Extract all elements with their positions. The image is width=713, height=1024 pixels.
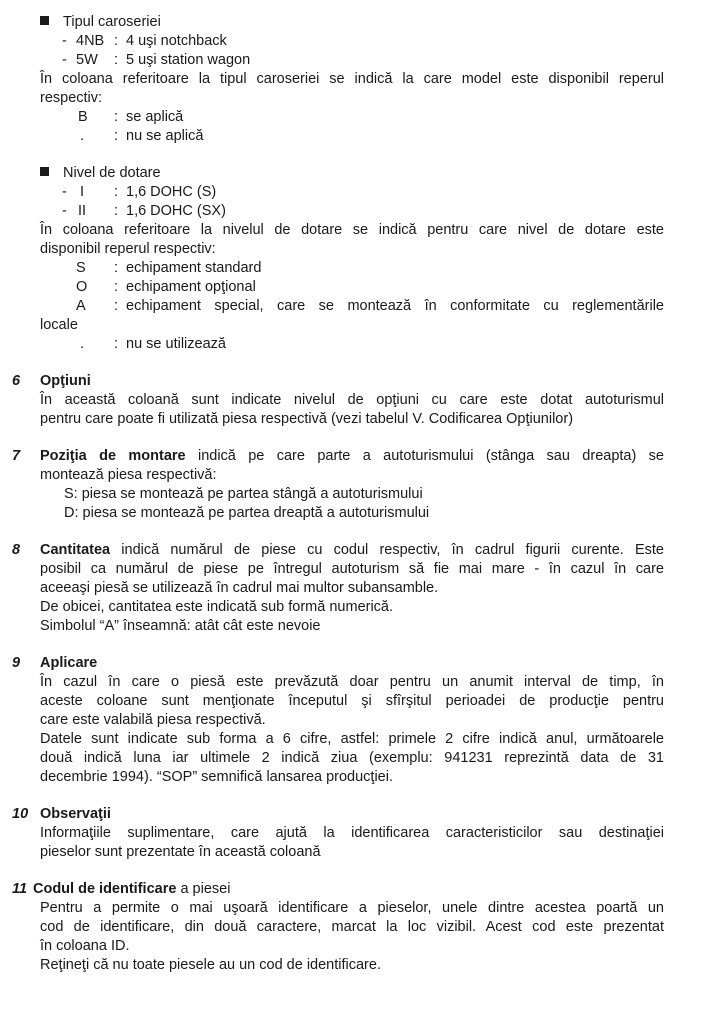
list-text: 1,6 DOHC (S) <box>126 184 217 200</box>
section-title: Opţiuni <box>40 373 91 389</box>
list-text: 5 uşi station wagon <box>126 52 251 68</box>
paragraph-line: În cazul în care o piesă este prevăzută doar pentru un anumit interval de timp, în <box>40 674 664 690</box>
dotare-heading <box>40 164 161 182</box>
legend-symbol: A <box>76 298 86 314</box>
paragraph-line: De obicei, cantitatea este indicată sub formă numerică. <box>40 599 394 615</box>
list-code: 4NB <box>76 33 105 49</box>
paragraph-line: pentru care poate fi utilizată piesa respectivă (vezi tabelul V. Codificarea Opţiunilor) <box>40 411 574 427</box>
dotare-title: Nivel de dotare <box>63 165 161 181</box>
paragraph-line: care este valabilă piesa respectivă. <box>40 712 266 728</box>
list-text: 4 uşi notchback <box>126 33 227 49</box>
section-number: 10 <box>12 806 29 822</box>
legend-text: nu se utilizează <box>126 336 226 352</box>
caroserie-heading <box>40 13 161 31</box>
paragraph-line: două indică luna iar ultimele 2 indică ziua (exemplu: 941231 reprezintă data de 31 <box>40 750 664 766</box>
section-title: Codul de identificare <box>33 881 177 897</box>
list-code: II <box>78 203 87 219</box>
paragraph-line: aceeaşi piesă se utilizează în cadrul mai multor subansamble. <box>40 580 439 596</box>
section-text: a piesei <box>180 881 231 897</box>
legend-symbol: . <box>80 128 85 144</box>
list-dash: - <box>62 184 67 200</box>
caroserie-title: Tipul caroseriei <box>63 14 161 30</box>
paragraph-line: În coloana referitoare la tipul caroseriei se indică la care model este disponibil reperul <box>40 71 664 87</box>
section-title: Cantitatea <box>40 542 111 558</box>
section-text: indică pe care parte a autoturismului (stânga sau dreapta) se <box>197 448 664 464</box>
legend-sep: : <box>114 298 119 314</box>
section-first-line <box>40 541 664 559</box>
list-dash: - <box>62 33 67 49</box>
section-number: 6 <box>12 373 21 389</box>
paragraph-line: D: piesa se montează pe partea dreaptă a autoturismului <box>64 505 430 521</box>
list-sep: : <box>114 203 119 219</box>
paragraph-line: Datele sunt indicate sub forma a 6 cifre, astfel: primele 2 cifre indică anul, următoarele <box>40 731 664 747</box>
paragraph-line: aceste coloane sunt menţionate începutul şi sfîrşitul perioadei de producţie pentru <box>40 693 664 709</box>
list-text: 1,6 DOHC (SX) <box>126 203 226 219</box>
section-number: 9 <box>12 655 21 671</box>
section-first-line <box>40 447 664 465</box>
paragraph-line: Reţineţi că nu toate piesele au un cod de identificare. <box>40 957 381 973</box>
legend-text: echipament special, care se montează în conformitate cu reglementările <box>126 298 664 314</box>
section-number: 7 <box>12 448 21 464</box>
list-code: I <box>80 184 85 200</box>
list-sep: : <box>114 184 119 200</box>
paragraph-line: montează piesa respectivă: <box>40 467 217 483</box>
paragraph-line: pieselor sunt prezentate în această coloană <box>40 844 321 860</box>
section-first-line <box>33 880 230 898</box>
paragraph-line: Simbolul “A” înseamnă: atât cât este nevoie <box>40 618 321 634</box>
legend-sep: : <box>114 279 119 295</box>
list-dash: - <box>62 52 67 68</box>
legend-sep: : <box>114 260 119 276</box>
section-title: Poziţia de montare <box>40 448 186 464</box>
section-text: indică numărul de piese cu codul respectiv, în cadrul figurii curente. Este <box>121 542 664 558</box>
paragraph-line: Pentru a permite o mai uşoară identificare a pieselor, unele dintre acestea poartă un <box>40 900 664 916</box>
list-sep: : <box>114 52 119 68</box>
legend-symbol: O <box>76 279 88 295</box>
paragraph-line: cod de identificare, din două caractere, marcat la loc vizibil. Acest cod este prezentat <box>40 919 664 935</box>
section-title: Observaţii <box>40 806 111 822</box>
square-bullet-icon <box>40 167 49 176</box>
legend-sep: : <box>114 128 119 144</box>
square-bullet-icon <box>40 16 49 25</box>
legend-text: echipament standard <box>126 260 262 276</box>
legend-symbol: B <box>78 109 88 125</box>
paragraph-line: decembrie 1994). “SOP” semnifică lansarea producţiei. <box>40 769 393 785</box>
legend-symbol: S <box>76 260 86 276</box>
section-number: 11 <box>12 881 28 897</box>
paragraph-line: posibil ca numărul de piese pe întregul autoturism să fie mai mare - în cazul în care <box>40 561 664 577</box>
legend-text: se aplică <box>126 109 184 125</box>
paragraph-line: În coloana referitoare la nivelul de dotare se indică pentru care nivel de dotare este <box>40 222 664 238</box>
paragraph-line: S: piesa se montează pe partea stângă a autoturismului <box>64 486 423 502</box>
paragraph-line: În această coloană sunt indicate nivelul de opţiuni cu care este dotat autoturismul <box>40 392 664 408</box>
section-number: 8 <box>12 542 21 558</box>
list-dash: - <box>62 203 67 219</box>
list-sep: : <box>114 33 119 49</box>
paragraph-line: disponibil reperul respectiv: <box>40 241 216 257</box>
list-code: 5W <box>76 52 98 68</box>
legend-text: echipament opţional <box>126 279 256 295</box>
paragraph-line: în coloana ID. <box>40 938 130 954</box>
legend-sep: : <box>114 336 119 352</box>
legend-symbol: . <box>80 336 85 352</box>
legend-continuation: locale <box>40 317 78 333</box>
paragraph-line: respectiv: <box>40 90 103 106</box>
section-title: Aplicare <box>40 655 98 671</box>
legend-text: nu se aplică <box>126 128 204 144</box>
legend-sep: : <box>114 109 119 125</box>
paragraph-line: Informaţiile suplimentare, care ajută la identificarea caracteristicilor sau destinaţiei <box>40 825 664 841</box>
